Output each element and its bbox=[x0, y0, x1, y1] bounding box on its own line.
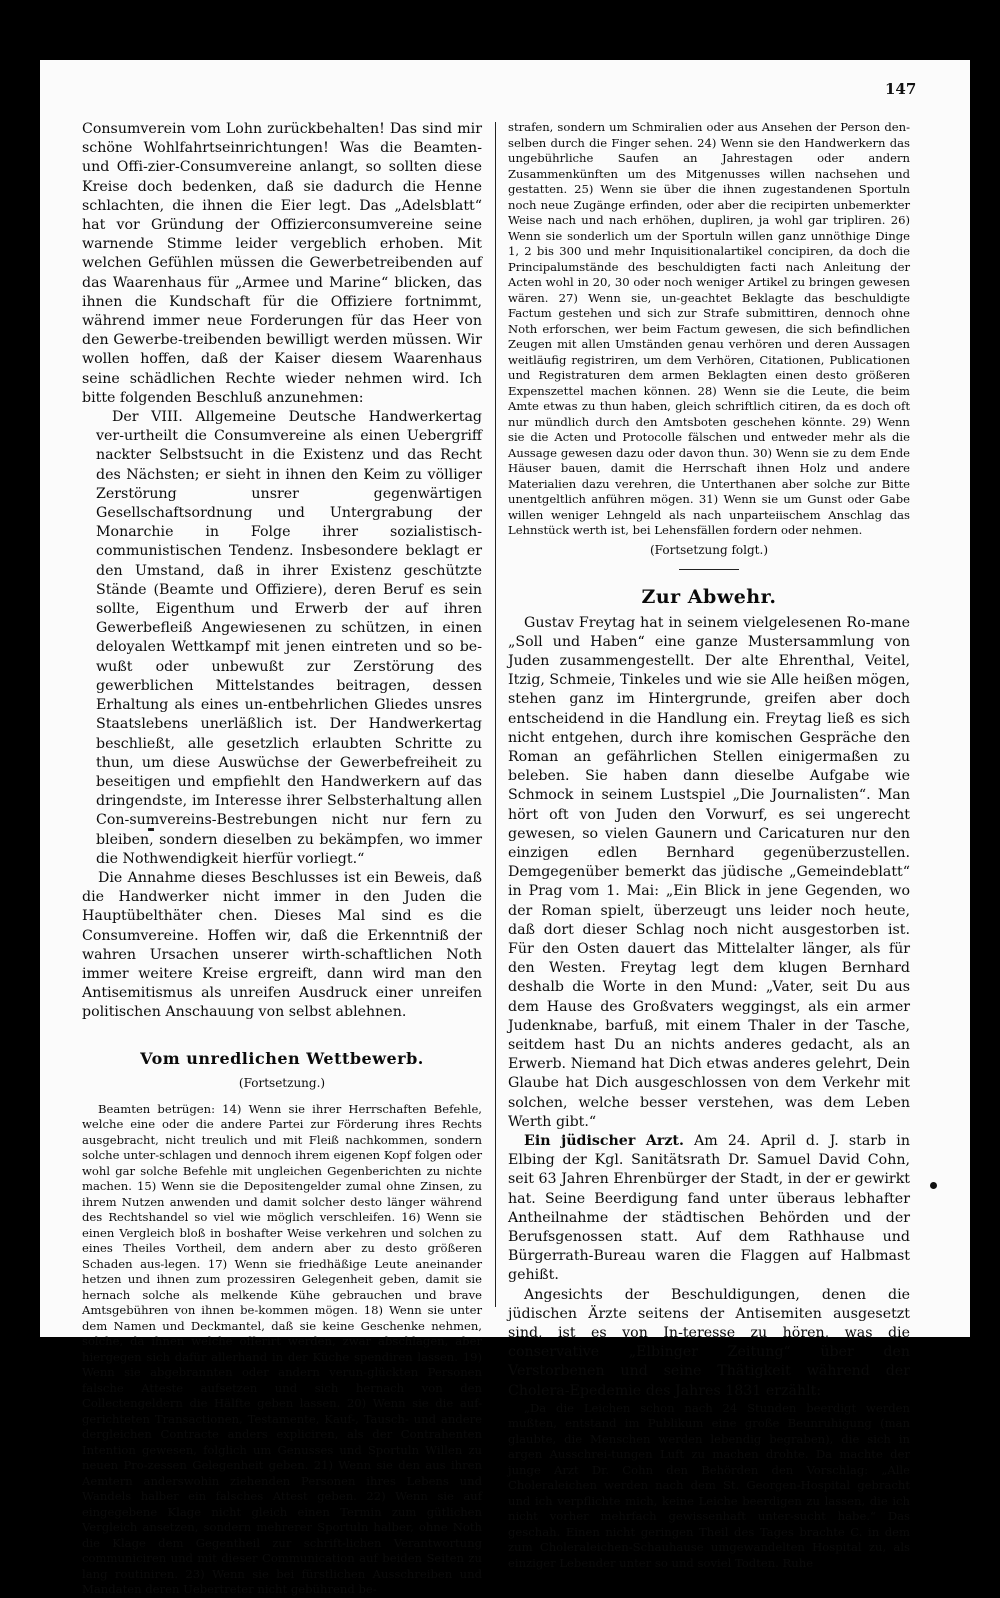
resolution-quote: Der VIII. Allgemeine Deutsche Handwerkertag ver-urtheilt die Consumvereine als einen Uebergriff nackter Selbstsucht in die Existenz und das Recht des Nächsten; er sieht in ihnen den Keim zu völliger Zerstörung unsrer gegenwärtigen Gesellschaftsordnung und Untergrabung der Monarchie in Folge ihrer sozialistisch-communistischen Tendenz. Insbesondere beklagt er den Umstand, daß in ihrer Existenz geschützte Stände (Beamte und Offiziere), deren Beruf es sein sollte, Eigenthum und Erwerb der auf ihren Gewerbefleiß Angewiesenen zu schützen, in einen deloyalen Wettkampf mit jenen eintreten und so be-wußt oder unbewußt zur Zerstörung des gewerblichen Mittelstandes beitragen, dessen Erhaltung als eines un-entbehrlichen Gliedes unsres Staatslebens unerläßlich ist. Der Handwerkertag beschließt, alle gesetzlich erlaubten Schritte zu thun, um diese Auswüchse der Gewerbefreiheit zu beseitigen und empfiehlt den Handwerkern auf das dringendste, im Interesse ihrer Selbsterhaltung allen Con-sumvereins-Bestrebungen nicht nur fern zu bleiben, sondern dieselben zu bekämpfen, wo immer die Nothwendigkeit hierfür vorliegt.“ bbox=[96, 409, 482, 867]
left-paragraph-1: Consumverein vom Lohn zurückbehalten! Das sind mir schöne Wohlfahrtseinrichtungen! Was die Beamten- und Offi-zier-Consumvereine anlangt, so sollten diese Kreise doch bedenken, daß sie dadurch die Henne schlachten, die ihnen die Eier legt. Das „Adelsblatt“ hat vor Gründung der Offizierconsumvereine seine warnende Stimme leider vergeblich erhoben. Mit welchen Gefühlen müssen die Gewerbetreibenden auf das Waarenhaus für „Armee und Marine“ blicken, das ihnen die Kundschaft für die Offiziere fortnimmt, während immer neue Forderungen für das Heer von den Gewerbe-treibenden bewilligt werden müssen. Wir wollen hoffen, daß der Kaiser diesem Waarenhaus seine schädlichen Rechte wieder nehmen wird. Ich bitte folgenden Beschluß anzunehmen: bbox=[82, 121, 482, 406]
right-paragraph-3: Angesichts der Beschuldigungen, denen die jüdischen Ärzte seitens der Antisemiten ausgesetzt sind, ist es von In-teresse zu hören, was die conservative „Elbinger Zeitung“ über den Verstorbenen und seine Thätigkeit während der Cholera-Epedemie des Jahres 1831 erzählt: bbox=[508, 1286, 910, 1399]
section-heading-abwehr: Zur Abwehr. bbox=[641, 585, 777, 608]
right-small-text-1: strafen, sondern um Schmiralien oder aus Ansehen der Person den-selben durch die Finger sehen. 24) Wenn sie den Handwerkern das ungebührliche Saufen an Jahrestagen oder andern Zusammenkünften um des Mitgenusses willen nachsehen und gestatten. 25) Wenn sie über die ihnen zugestandenen Sportuln noch neue Zugänge erfinden, oder aber die recipirten unbemerkter Weise nach und nach erhöhen, dupliren, ja wohl gar tripliren. 26) Wenn sie sonderlich um der Sportuln willen ganz unnöthige Dinge 1, 2 bis 300 und mehr Inquisitionalartikel concipiren, da doch die Principalumstände des beschuldigten facti nach Anleitung der Acten wohl in 20, 30 oder noch weniger Artikel zu bringen gewesen wären. 27) Wenn sie, un-geachtet Beklagte das beschuldigte Factum gestehen und sich zur Strafe submittiren, dennoch ohne Noth erforschen, wer beim Factum gewesen, die sich befindlichen Zeugen mit allen Umständen genau verhören und deren Aussagen weitläufig registriren, um dem Verhören, Citationen, Publicationen und Registraturen dem armen Beklagten einen desto größeren Expenszettel machen können. 28) Wenn sie die Leute, die beim Amte etwas zu thun haben, gleich schriftlich citiren, da es doch oft nur mündlich durch den Amtsboten geschehen könnte. 29) Wenn sie die Acten und Protocolle fälschen und entweder mehr als die Aussage gewesen dazu oder davon thun. 30) Wenn sie zu dem Ende Häuser bauen, damit die Herrschaft ihnen Holz und andere Materialien dazu verehren, die Unterthanen aber solche zur Bitte unentgeltlich anführen mögen. 31) Wenn sie um Gunst oder Gabe willen weniger Lehngeld als nach unparteiischem Anschlag das Lehnstück werth ist, bei Lehensfällen fordern oder nehmen. bbox=[508, 120, 910, 537]
left-column bbox=[82, 120, 482, 1598]
separator-rule bbox=[679, 569, 739, 570]
page-number: 147 bbox=[885, 80, 917, 98]
stray-mark bbox=[148, 828, 154, 831]
doctor-heading: Ein jüdischer Arzt. bbox=[524, 1132, 684, 1149]
right-paragraph-1: Gustav Freytag hat in seinem vielgelesenen Ro-mane „Soll und Haben“ eine ganze Mustersammlung von Juden zusammengestellt. Der alte Ehrenthal, Veitel, Itzig, Schmeie, Tinkeles und wie sie Alle heißen mögen, stehen ganz im Hintergrunde, greifen aber doch entscheidend in die Handlung ein. Freytag ließ es sich nicht entgehen, durch ihre komischen Gespräche den Roman an gefährlichen Stellen einigermaßen zu beleben. Sie haben dann dieselbe Aufgabe wie Schmock in seinem Lustspiel „Die Journalisten“. Man hört oft von Juden den Vorwurf, es sei ungerecht gewesen, so vielen Gaunern und Caricaturen nur den einzigen edlen Bernhard gegenüberzustellen. Demgegenüber bemerkt das jüdische „Gemeindeblatt“ in Prag vom 1. Mai: „Ein Blick in jene Gegenden, wo der Roman spielt, überzeugt uns leider noch heute, daß dort dieser Schlag noch nicht ausgestorben ist. Für den Osten dauert das Mittelalter länger, als für den Westen. Freytag legt dem klugen Bernhard deshalb die Worte in den Mund: „Vater, seit Du aus dem Hause des Großvaters weggingst, als ein armer Judenknabe, barfuß, mit einem Thaler in der Tasche, seitdem hast Du an nichts anderes gedacht, als an Erwerb. Niemand hat Dich etwas anderes gelehrt, Dein Glaube hat Dich ausgeschlossen von dem Verkehr mit solchen, welche besser verstehen, was dem Leben Werth gibt.“ bbox=[508, 614, 910, 1130]
doctor-text: Am 24. April d. J. starb in Elbing der Kgl. Sanitätsrath Dr. Samuel David Cohn, seit 63 Jahren Ehrenbürger der Stadt, in der er gewirkt hat. Seine Beerdigung fand unter überaus lebhafter Antheilnahme der städtischen Behörden und der Berufsgenossen statt. Auf dem Rathhause und Bürgerrath-Bureau waren die Flaggen auf Halbmast gehißt. bbox=[508, 1132, 910, 1284]
section-heading-wettbewerb: Vom unredlichen Wettbewerb. bbox=[140, 1048, 424, 1068]
right-paragraph-2 bbox=[508, 1132, 910, 1286]
continuation-note: (Fortsetzung.) bbox=[238, 1075, 326, 1090]
continued-note: (Fortsetzung folgt.) bbox=[650, 542, 768, 557]
ink-dot bbox=[930, 1182, 937, 1189]
right-small-text-2: „Da die Leichen schon nach 24 Stunden beerdigt werden mußten, entstand im Publikum eine große Beunruhigung (man glaubte, die Menschen werden lebendig begraben), die sich in argen Ausschrei-tungen Luft zu machen drohte. Da machte der junge Arzt Dr. Cohn den Behörden den Vorschlag: „Alle Choleraleichen werden nach dem St. Georgen-Hospital gebracht und ich verpflichte mich, keine Leiche beerdigen zu lassen, die ich nicht vorher mehrfach gewissenhaft unter-sucht habe.“ Das geschah. Einen nicht geringen Theil des Tages brachte C. in dem zum Choleraleichen-Schauhause umgewandelten Hospital zu, als einziger Lebender unter so und soviel Todten. Ruhe bbox=[508, 1400, 910, 1570]
column-divider bbox=[495, 122, 496, 1307]
left-paragraph-2: Die Annahme dieses Beschlusses ist ein Beweis, daß die Handwerker nicht immer in den Juden die Hauptübelthäter chen. Dieses Mal sind es die Consumvereine. Hoffen wir, daß die Erkenntniß der wahren Ursachen unserer wirth-schaftlichen Noth immer weitere Kreise ergreift, dann wird man den Antisemitismus als unreifen Ausdruck einer unreifen politischen Anschauung von selbst ablehnen. bbox=[82, 869, 482, 1021]
right-column bbox=[508, 120, 910, 1571]
left-small-text: Beamten betrügen: 14) Wenn sie ihrer Herrschaften Befehle, welche eine oder die andere Partei zur Förderung ihres Rechts ausgebracht, nicht treulich und mit Fleiß nachkommen, sondern solche unter-schlagen und dennoch ihrem eigenen Kopf folgen oder wohl gar solche Befehle mit ungleichen Gegenberichten zu nichte machen. 15) Wenn sie die Depositengelder zumal ohne Zinsen, zu ihrem Nutzen anwenden und damit solcher desto länger während des Rechtshandel so viel wie möglich verschleifen. 16) Wenn sie einen Vergleich bloß in boshafter Weise verkehren und solchen zu eines Theiles Vortheil, dem andern aber zu desto größeren Schaden aus-legen. 17) Wenn sie friedhäßige Leute aneinander hetzen und ihnen zum prozessiren Gelegenheit geben, damit sie hernach solche als melkende Kühe gebrauchen und brave Amtsgebühren von ihnen be-kommen mögen. 18) Wenn sie unter dem Namen und Deckmantel, daß sie keine Geschenke nehmen, solche, da ihnen welche offerirt werden, zwar abschlagen, aber hiergegen sich dafür allerhand in der Küche spendiren lassen. 19) Wenn sie abgebrannten oder andern verun-glückten Personen falsche Atteste aufsetzen und sich hernach von den Collectengeldern die Hälfte geben lassen. 20) Wenn sie die auf-gerichteten Transactionen, Testamente, Kauf-, Tausch- und andere dergleichen Contracte anders expliciren, als der Contrahenten Intention gewesen, folglich um Genusses und Sportuln Willen zu neuen Pro-zessen Gelegenheit geben. 21) Wenn sie den aus ihren Aemtern anderswohin ziehenden Personen ihres Lebens und Wandels halber ein falsches Attest geben. 22) Wenn sie auf eingegebene Klage nicht gleich einen Termin zum gütlichen Vergleich ansetzen, sondern mehrerer Sportuln halber, ohne Noth die Klage dem Gegentheil zur schrift-lichen Verantwortung communiciren und mit dieser Communication auf beiden Seiten zu lang routiniren. 23) Wenn sie bei fürstlichen Ausschreiben und Mandaten deren Uebertreter nicht gebührend be- bbox=[82, 1101, 482, 1597]
